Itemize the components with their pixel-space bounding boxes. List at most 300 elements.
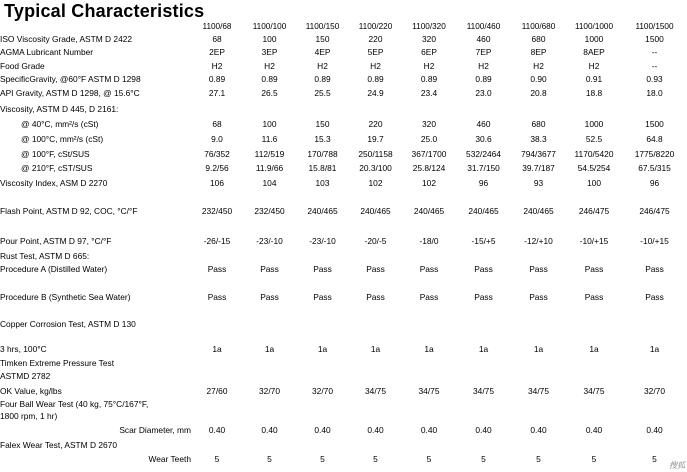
value-cell: H2 (533, 61, 544, 71)
value-cell: 1775/8220 (634, 149, 675, 159)
table-row (0, 73, 687, 85)
table-row (0, 287, 687, 307)
value-cell: H2 (264, 61, 275, 71)
value-cell (243, 251, 296, 261)
value-cell: 246/475 (639, 206, 670, 216)
value-cell: 112/519 (254, 149, 285, 159)
table-row (0, 251, 687, 261)
value-cell (566, 410, 622, 422)
value-cell: Pass (313, 264, 332, 274)
value-cell: Pass (366, 264, 385, 274)
value-cell: 460 (476, 118, 491, 129)
value-cell: Pass (260, 292, 279, 302)
value-cell: Pass (584, 264, 604, 274)
value-cell: 15.3 (314, 134, 331, 144)
value-cell: 1a (478, 344, 489, 354)
value-cell (456, 357, 511, 369)
value-cell: 6EP (421, 47, 437, 57)
value-cell: 1a (649, 344, 660, 354)
value-cell (456, 191, 511, 201)
row-label: Wear Teeth (148, 453, 191, 464)
value-cell (191, 410, 243, 422)
value-cell (622, 221, 687, 231)
table-row (0, 261, 687, 277)
value-cell: 1a (370, 344, 381, 354)
value-cell (622, 369, 687, 383)
value-cell: 220 (368, 118, 383, 129)
row-label (0, 191, 191, 201)
value-cell: 1a (424, 344, 434, 354)
value-cell: 680 (531, 118, 546, 129)
table-row (0, 307, 687, 317)
value-cell (191, 398, 243, 410)
value-cell: 34/75 (418, 385, 440, 396)
value-cell: Pass (366, 292, 385, 302)
value-cell (511, 277, 566, 287)
value-cell: 220 (368, 34, 383, 44)
value-cell: 38.3 (530, 134, 547, 144)
value-cell (243, 317, 296, 331)
value-cell: 680 (531, 34, 546, 44)
value-cell: -15/+5 (471, 236, 496, 246)
value-cell (296, 369, 349, 383)
value-cell (511, 317, 566, 331)
value-cell (622, 410, 687, 422)
value-cell: 25.0 (420, 134, 438, 144)
table-row (0, 116, 687, 131)
value-cell: 0.89 (261, 74, 278, 84)
table-row (0, 131, 687, 147)
value-cell: -23/-10 (309, 236, 336, 246)
value-cell: 5 (481, 453, 486, 464)
value-cell: H2 (317, 61, 328, 71)
column-header: 1100/1000 (574, 21, 614, 31)
row-label: ISO Viscosity Grade, ASTM D 2422 (0, 34, 133, 44)
value-cell: Pass (474, 264, 493, 274)
value-cell (402, 438, 456, 452)
value-cell (566, 369, 622, 383)
value-cell (566, 398, 622, 410)
table-row (0, 221, 687, 231)
value-cell: 232/450 (254, 206, 285, 216)
value-cell (566, 307, 622, 317)
value-cell: 15.8/81 (308, 163, 337, 173)
value-cell (243, 221, 296, 231)
value-cell: 5 (373, 453, 378, 464)
value-cell (349, 398, 402, 410)
watermark: 搜狐 (669, 461, 685, 470)
table-body (0, 20, 687, 465)
value-cell: 31.7/150 (467, 163, 500, 173)
value-cell: 34/75 (473, 385, 494, 396)
value-cell: 23.4 (420, 88, 438, 98)
table-row (0, 231, 687, 251)
column-header: 1100/1500 (635, 21, 674, 31)
value-cell: 150 (315, 34, 330, 44)
value-cell (296, 221, 349, 231)
value-cell (456, 438, 511, 452)
table-row (0, 191, 687, 201)
value-cell (622, 191, 687, 201)
characteristics-table (0, 20, 687, 465)
value-cell: 32/70 (312, 385, 333, 396)
value-cell: 0.89 (475, 74, 492, 84)
value-cell (511, 101, 566, 116)
table-row (0, 438, 687, 452)
table-row (0, 85, 687, 101)
row-label (0, 331, 191, 341)
column-header: 1100/460 (466, 21, 501, 31)
value-cell (402, 317, 456, 331)
value-cell (349, 357, 402, 369)
value-cell: 0.89 (314, 74, 331, 84)
value-cell (296, 101, 349, 116)
value-cell: 794/3677 (521, 149, 556, 159)
value-cell: 5 (267, 453, 272, 464)
value-cell: 0.89 (367, 74, 384, 84)
value-cell: 9.0 (211, 134, 223, 144)
value-cell (456, 317, 511, 331)
value-cell: 106 (210, 178, 224, 188)
value-cell (511, 191, 566, 201)
value-cell: Pass (645, 264, 664, 274)
value-cell: 27.1 (208, 88, 226, 98)
value-cell: 0.40 (314, 425, 331, 435)
value-cell: 32/70 (644, 385, 665, 396)
value-cell (349, 191, 402, 201)
value-cell (296, 410, 349, 422)
value-cell: -10/+15 (579, 236, 609, 246)
value-cell (191, 317, 243, 331)
value-cell: 54.5/254 (577, 163, 611, 173)
value-cell (622, 438, 687, 452)
value-cell: Pass (474, 292, 493, 302)
value-cell: 11.9/66 (255, 163, 284, 173)
value-cell: -26/-15 (203, 236, 231, 246)
value-cell: 240/465 (307, 206, 338, 216)
value-cell (296, 191, 349, 201)
value-cell: 52.5 (585, 134, 603, 144)
value-cell: -18/0 (419, 236, 439, 246)
value-cell (402, 410, 456, 422)
table-row (0, 45, 687, 59)
row-label: @ 100°F, cSt/SUS (21, 149, 90, 159)
value-cell: 0.40 (530, 425, 547, 435)
value-cell (296, 331, 349, 341)
table-row (0, 410, 687, 422)
value-cell: 104 (262, 178, 277, 188)
value-cell (511, 331, 566, 341)
value-cell: 232/450 (201, 206, 233, 216)
value-cell (191, 221, 243, 231)
value-cell (622, 101, 687, 116)
value-cell (296, 438, 349, 452)
row-label: 3 hrs, 100°C (0, 344, 47, 354)
value-cell (402, 331, 456, 341)
row-label: @ 100°C, mm²/s (cSt) (21, 134, 104, 144)
value-cell: H2 (370, 61, 381, 71)
table-row (0, 101, 687, 116)
value-cell (349, 331, 402, 341)
row-label: Viscosity, ASTM D 445, D 2161: (0, 103, 119, 114)
value-cell: 1500 (645, 118, 664, 129)
value-cell (456, 331, 511, 341)
row-label: AGMA Lubricant Number (0, 47, 94, 57)
row-label: Falex Wear Test, ASTM D 2670 (0, 440, 117, 450)
value-cell (456, 410, 511, 422)
table-row (0, 59, 687, 73)
value-cell (349, 317, 402, 331)
row-label: @ 40°C, mm²/s (cSt) (21, 118, 99, 129)
value-cell: 0.40 (420, 425, 438, 435)
value-cell (511, 307, 566, 317)
value-cell: 18.0 (646, 88, 663, 98)
column-header: 1100/150 (305, 21, 340, 31)
value-cell (402, 307, 456, 317)
value-cell: 320 (422, 118, 436, 129)
table-row (0, 357, 687, 369)
value-cell: 68 (212, 118, 222, 129)
value-cell: 26.5 (261, 88, 278, 98)
value-cell (566, 191, 622, 201)
value-cell (456, 101, 511, 116)
value-cell: 8AEP (583, 47, 605, 57)
column-header: 1100/68 (202, 21, 232, 31)
value-cell: 11.6 (261, 134, 278, 144)
value-cell: 5EP (367, 47, 384, 57)
value-cell: 0.40 (261, 425, 278, 435)
value-cell: -23/-10 (256, 236, 283, 246)
row-label: OK Value, kg/lbs (0, 385, 62, 396)
value-cell (349, 101, 402, 116)
value-cell (511, 251, 566, 261)
value-cell (191, 101, 243, 116)
value-cell: 100 (587, 178, 601, 188)
row-label (0, 277, 191, 287)
value-cell: Pass (207, 264, 227, 274)
value-cell (191, 307, 243, 317)
value-cell: 2EP (209, 47, 225, 57)
column-header: 1100/220 (358, 21, 393, 31)
table-row (0, 201, 687, 221)
value-cell (566, 331, 622, 341)
table-row (0, 341, 687, 357)
value-cell (296, 357, 349, 369)
value-cell (456, 398, 511, 410)
row-label: Pour Point, ASTM D 97, °C/°F (0, 236, 112, 246)
value-cell: 34/75 (365, 385, 386, 396)
value-cell: 32/70 (259, 385, 280, 396)
value-cell (511, 438, 566, 452)
value-cell: 0.91 (585, 74, 603, 84)
value-cell: 1500 (645, 34, 664, 44)
value-cell: -- (651, 47, 658, 57)
value-cell (622, 317, 687, 331)
value-cell (511, 369, 566, 383)
value-cell (243, 307, 296, 317)
value-cell: 25.8/124 (412, 163, 446, 173)
value-cell (622, 251, 687, 261)
value-cell: 68 (212, 34, 222, 44)
value-cell (191, 331, 243, 341)
value-cell: 27/60 (206, 385, 228, 396)
value-cell: 0.40 (646, 425, 663, 435)
value-cell: 532/2464 (466, 149, 501, 159)
value-cell: 103 (315, 178, 330, 188)
value-cell (622, 307, 687, 317)
value-cell: 0.40 (208, 425, 226, 435)
value-cell (296, 277, 349, 287)
row-label: Copper Corrosion Test, ASTM D 130 (0, 319, 136, 329)
row-label: Timken Extreme Pressure Test (0, 358, 115, 368)
value-cell: 23.0 (475, 88, 492, 98)
row-label: ASTMD 2782 (0, 371, 51, 381)
value-cell: 34/75 (583, 385, 605, 396)
table-row (0, 383, 687, 398)
row-label: Flash Point, ASTM D 92, COC, °C/°F (0, 206, 138, 216)
value-cell: H2 (423, 61, 435, 71)
table-row (0, 369, 687, 383)
value-cell: 170/788 (307, 149, 338, 159)
table-row (0, 33, 687, 45)
value-cell: Pass (313, 292, 332, 302)
value-cell: Pass (529, 292, 548, 302)
value-cell: 5 (214, 453, 220, 464)
value-cell: 18.8 (585, 88, 603, 98)
value-cell: 30.6 (475, 134, 492, 144)
value-cell (402, 357, 456, 369)
table-row (0, 175, 687, 191)
value-cell (566, 438, 622, 452)
value-cell: 9.2/56 (205, 163, 229, 173)
value-cell: 240/465 (413, 206, 445, 216)
value-cell: H2 (211, 61, 223, 71)
row-label: @ 210°F, cST/SUS (21, 163, 93, 173)
value-cell: 250/1158 (358, 149, 393, 159)
row-label: Four Ball Wear Test (40 kg, 75°C/167°F, (0, 399, 149, 409)
value-cell (402, 398, 456, 410)
row-label: 1800 rpm, 1 hr) (0, 411, 58, 421)
value-cell (191, 191, 243, 201)
value-cell (566, 101, 622, 116)
value-cell (511, 357, 566, 369)
value-cell: 5 (536, 453, 541, 464)
value-cell: 1170/5420 (574, 149, 614, 159)
value-cell: 7EP (475, 47, 492, 57)
value-cell: 93 (533, 178, 544, 188)
value-cell: 5 (426, 453, 432, 464)
value-cell: 8EP (530, 47, 547, 57)
value-cell (402, 251, 456, 261)
value-cell (349, 438, 402, 452)
value-cell: 3EP (261, 47, 278, 57)
value-cell: 1a (317, 344, 328, 354)
value-cell (566, 277, 622, 287)
value-cell: 0.40 (475, 425, 492, 435)
table-row (0, 161, 687, 175)
value-cell (191, 369, 243, 383)
value-cell: 1000 (584, 118, 604, 129)
value-cell (622, 331, 687, 341)
value-cell: 96 (649, 178, 660, 188)
row-label: Viscosity Index, ASM D 2270 (0, 178, 108, 188)
value-cell: 39.7/187 (522, 163, 555, 173)
value-cell (243, 331, 296, 341)
value-cell: -10/+15 (640, 236, 669, 246)
value-cell (191, 277, 243, 287)
value-cell: Pass (207, 292, 227, 302)
column-header: 1100/100 (252, 21, 287, 31)
value-cell: 1a (589, 344, 599, 354)
value-cell: 0.90 (530, 74, 547, 84)
value-cell: -- (651, 61, 658, 71)
table-row (0, 452, 687, 465)
header-row (0, 20, 687, 33)
value-cell (243, 438, 296, 452)
value-cell: Pass (419, 292, 439, 302)
table-row (0, 422, 687, 438)
value-cell: 0.93 (646, 74, 663, 84)
value-cell: 5 (591, 453, 597, 464)
value-cell (349, 277, 402, 287)
value-cell (622, 357, 687, 369)
value-cell: 367/1700 (411, 149, 447, 159)
value-cell (622, 277, 687, 287)
row-label: Scar Diameter, mm (119, 425, 191, 435)
value-cell: 76/352 (204, 149, 230, 159)
value-cell (402, 369, 456, 383)
value-cell: 1000 (584, 34, 604, 44)
table-row (0, 147, 687, 161)
value-cell (566, 317, 622, 331)
value-cell: 0.89 (208, 74, 226, 84)
value-cell (456, 277, 511, 287)
value-cell (402, 191, 456, 201)
value-cell (243, 398, 296, 410)
value-cell: -12/+10 (524, 236, 553, 246)
row-label: SpecificGravity, @60°F ASTM D 1298 (0, 74, 141, 84)
value-cell (296, 251, 349, 261)
value-cell (243, 191, 296, 201)
value-cell (511, 398, 566, 410)
value-cell (402, 221, 456, 231)
value-cell (349, 307, 402, 317)
value-cell: 102 (422, 178, 436, 188)
value-cell (349, 410, 402, 422)
value-cell (511, 410, 566, 422)
value-cell (402, 101, 456, 116)
value-cell: 5 (652, 453, 657, 464)
value-cell: Pass (584, 292, 604, 302)
value-cell (243, 357, 296, 369)
value-cell (243, 369, 296, 383)
value-cell: 19.7 (367, 134, 384, 144)
value-cell (191, 251, 243, 261)
value-cell (566, 357, 622, 369)
value-cell: Pass (529, 264, 548, 274)
row-label: API Gravity, ASTM D 1298, @ 15.6°C (0, 88, 140, 98)
value-cell (296, 307, 349, 317)
row-label (0, 221, 191, 231)
value-cell: 100 (262, 118, 277, 129)
value-cell (511, 221, 566, 231)
value-cell (456, 369, 511, 383)
row-label: Procedure B (Synthetic Sea Water) (0, 292, 131, 302)
value-cell: 0.40 (367, 425, 384, 435)
value-cell: 25.5 (314, 88, 331, 98)
column-header: 1100/680 (521, 21, 556, 31)
value-cell: 150 (315, 118, 330, 129)
